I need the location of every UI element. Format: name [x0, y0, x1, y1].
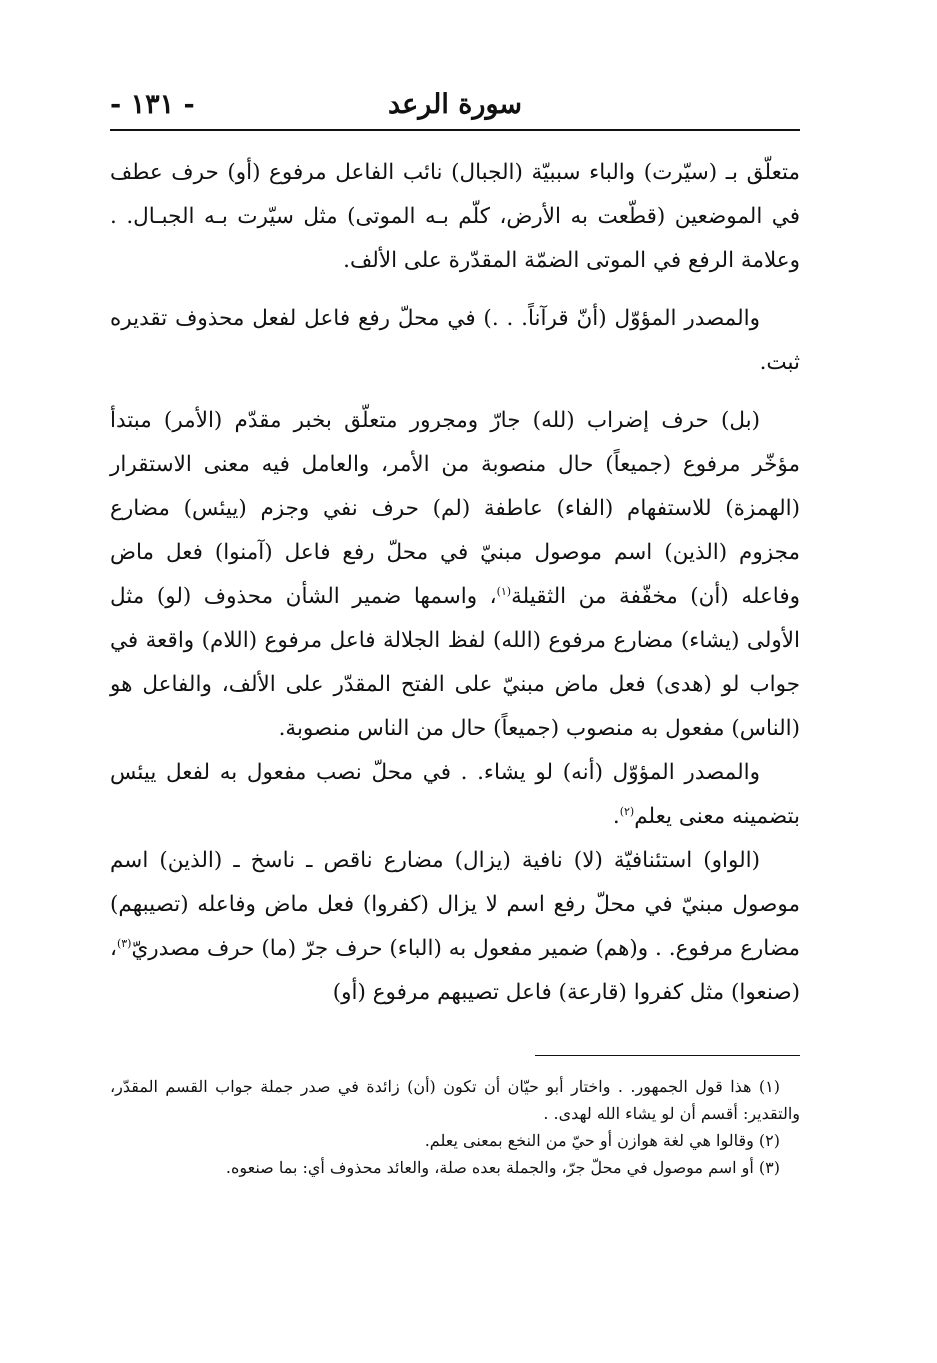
footnote-2: (٢) وقالوا هي لغة هوازن أو حيّ من النخع بمعنى يعلم. — [424, 1131, 780, 1150]
paragraph-1 — [110, 151, 800, 283]
paragraph-5-text-a: (الواو) استئنافيّة (لا) نافية (يزال) مضارع ناقص ـ ناسخ ـ (الذين) اسم موصول مبنيّ في محلّ رفع اسم لا يزال (كفروا) فعل ماض وفاعله (تصيبهم) مضارع مرفوع. . و(هم) ضمير مفعول به (الباء) حرف جرّ (ما) حرف مصدريّ — [110, 848, 800, 961]
footnote-ref-1: (١) — [496, 584, 512, 598]
surah-title: سورة الرعد — [387, 89, 523, 120]
footnote-divider — [535, 1055, 800, 1056]
body-text — [110, 151, 800, 1015]
footnote-ref-3: (٣) — [116, 936, 132, 950]
paragraph-5-text-b: ، (صنعوا) مثل كفروا (قارعة) فاعل تصيبهم مرفوع (أو) — [110, 936, 800, 1005]
paragraph-4-text-a: والمصدر المؤوّل (أنه) لو يشاء. . في محلّ نصب مفعول به لفعل ييئس بتضمينه معنى يعلم — [110, 760, 800, 829]
page-header — [110, 85, 800, 131]
footnote-1: (١) هذا قول الجمهور. . واختار أبو حيّان أن تكون (أن) زائدة في صدر جملة جواب القسم المقدّر، والتقدير: أقسم أن لو يشاء الله لهدى. . — [110, 1077, 800, 1123]
paragraph-4 — [110, 751, 800, 839]
footnote-3: (٣) أو اسم موصول في محلّ جرّ، والجملة بعده صلة، والعائد محذوف أي: بما صنعوه. — [225, 1158, 780, 1177]
paragraph-4-text-b: . — [612, 804, 620, 829]
paragraph-3 — [110, 399, 800, 751]
footnotes — [110, 1073, 800, 1181]
paragraph-2-text: والمصدر المؤوّل (أنّ قرآناً. . .) في محلّ رفع فاعل لفعل محذوف تقديره ثبت. — [110, 306, 800, 375]
paragraph-3-text-a: (بل) حرف إضراب (لله) جارّ ومجرور متعلّق بخبر مقدّم (الأمر) مبتدأ مؤخّر مرفوع (جميعاً) حال منصوبة من الأمر، والعامل فيه معنى الاستقرار (الهمزة) للاستفهام (الفاء) عاطفة (لم) حرف نفي وجزم (ييئس) مضارع مجزوم (الذين) اسم موصول مبنيّ في محلّ رفع فاعل (آمنوا) فعل ماض وفاعله (أن) مخفّفة من الثقيلة — [110, 408, 801, 609]
book-page — [110, 85, 800, 1265]
paragraph-1-text: متعلّق بـ (سيّرت) والباء سببيّة (الجبال) نائب الفاعل مرفوع (أو) حرف عطف في الموضعين (قطّعت به الأرض، كلّم بـه الموتى) مثل سيّرت بـه الجبـال. . وعلامة الرفع في الموتى الضمّة المقدّرة على الألف. — [110, 160, 800, 273]
paragraph-3-text-b: ، واسمها ضمير الشأن محذوف (لو) مثل الأولى (يشاء) مضارع مرفوع (الله) لفظ الجلالة فاعل مرفوع (اللام) واقعة في جواب لو (هدى) فعل ماض مبنيّ على الفتح المقدّر على الألف، والفاعل هو (الناس) مفعول به منصوب (جميعاً) حال من الناس منصوبة. — [110, 584, 800, 741]
footnote-ref-2: (٢) — [619, 804, 635, 818]
paragraph-2 — [110, 297, 800, 385]
page-number: - ١٣١ - — [110, 89, 195, 120]
paragraph-5 — [110, 839, 800, 1015]
